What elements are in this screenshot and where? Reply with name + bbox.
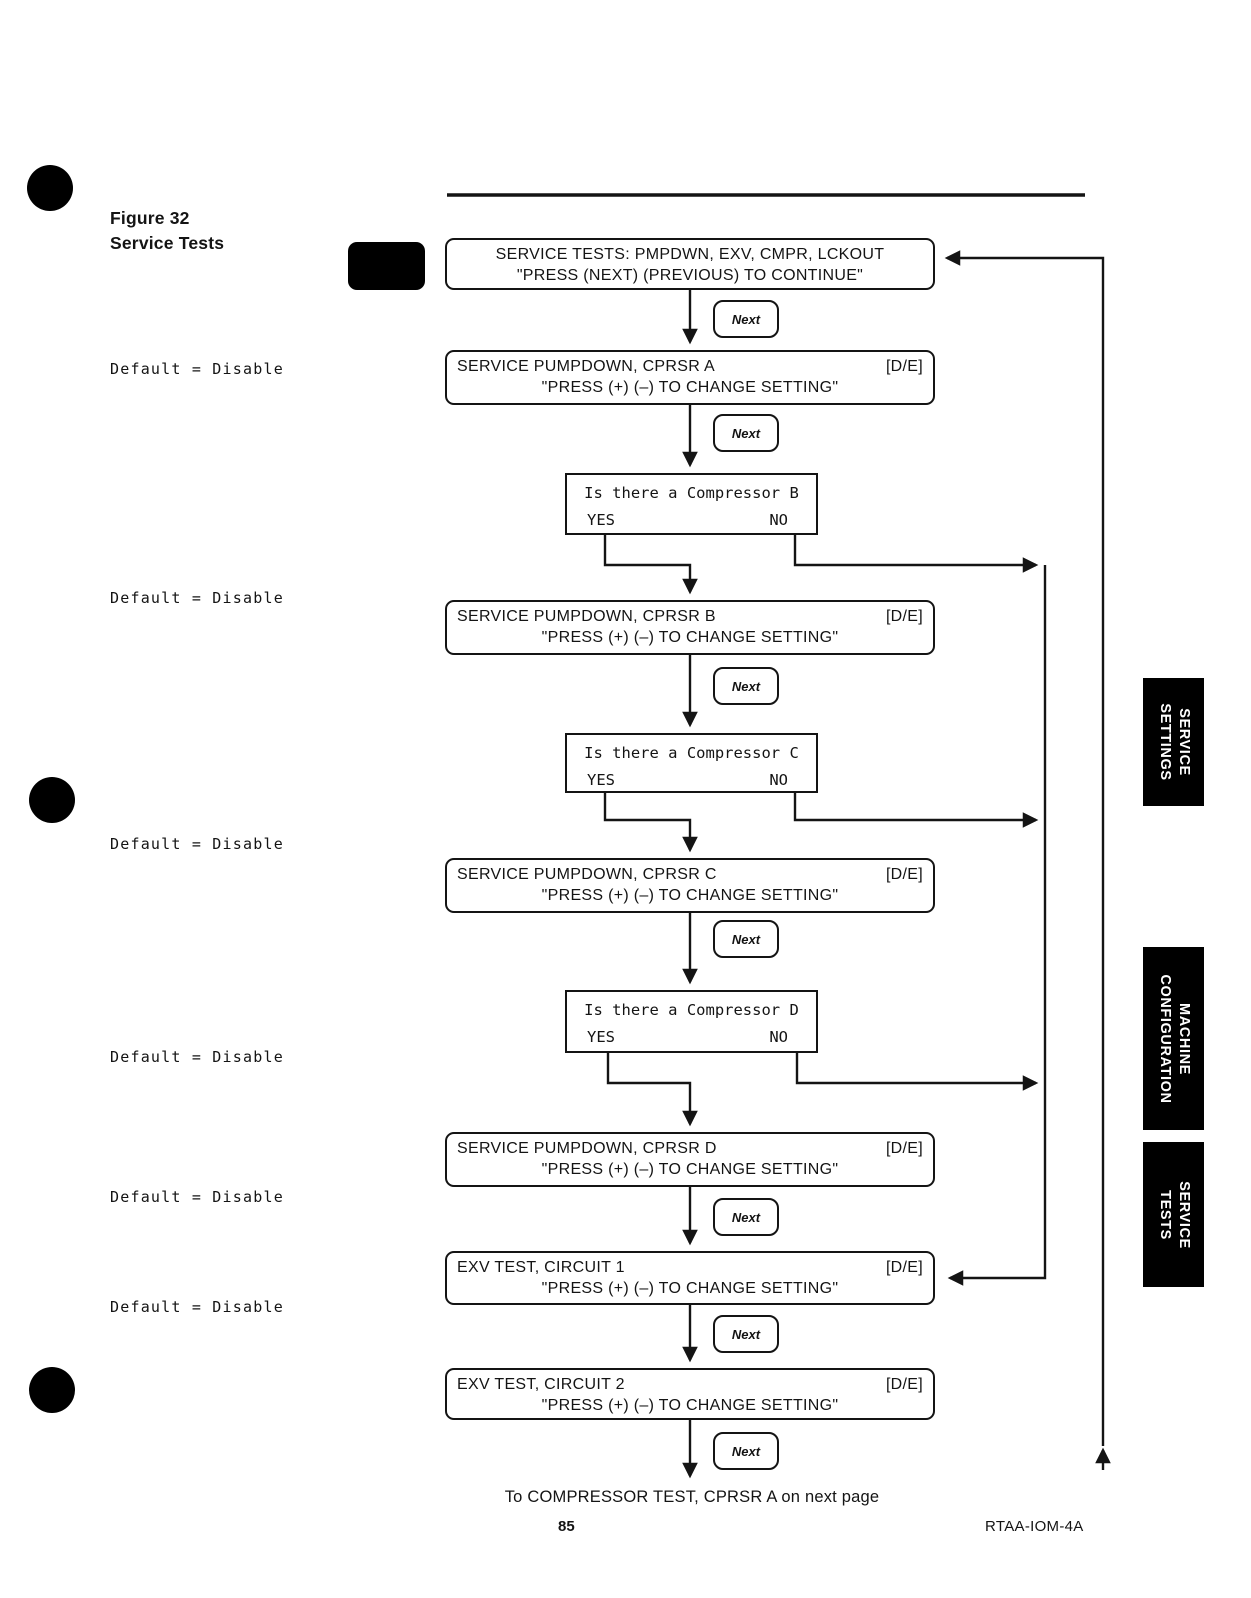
yes-branch-c: [605, 793, 690, 850]
flow-box-exv-test-2: [445, 1368, 935, 1420]
default-label-cprsr-b: Default = Disable: [110, 589, 284, 607]
default-label-exv-2: Default = Disable: [110, 1298, 284, 1316]
default-label-exv-1: Default = Disable: [110, 1188, 284, 1206]
document-number: RTAA-IOM-4A: [985, 1518, 1084, 1535]
next-button: Next: [713, 1315, 779, 1353]
decision-question: Is there a Compressor B: [584, 484, 799, 502]
yes-branch-d: [608, 1053, 690, 1124]
decision-compressor-b: [565, 473, 818, 535]
de-tag: [D/E]: [885, 608, 923, 625]
tab-machine-configuration: [1143, 947, 1204, 1130]
decision-question: Is there a Compressor C: [584, 744, 799, 762]
default-label-cprsr-c: Default = Disable: [110, 835, 284, 853]
yes-label: YES: [587, 1028, 615, 1046]
figure-number: Figure 32: [110, 208, 190, 228]
flow-box-pumpdown-a: [445, 350, 935, 405]
no-label: NO: [769, 1028, 788, 1046]
next-button: Next: [713, 1198, 779, 1236]
next-button: Next: [713, 414, 779, 452]
no-label: NO: [769, 511, 788, 529]
decision-compressor-d: [565, 990, 818, 1053]
page-number: 85: [558, 1518, 575, 1535]
box-title: SERVICE TESTS: PMPDWN, EXV, CMPR, LCKOUT: [495, 246, 885, 263]
tab-service-tests: [1143, 1142, 1204, 1287]
decision-question: Is there a Compressor D: [584, 1001, 799, 1019]
de-tag: [D/E]: [885, 1140, 923, 1157]
box-subtitle: "PRESS (+) (–) TO CHANGE SETTING": [541, 1161, 839, 1178]
display-icon: [348, 242, 425, 290]
flow-box-exv-test-1: [445, 1251, 935, 1305]
next-button: Next: [713, 667, 779, 705]
figure-title: Service Tests: [110, 232, 225, 253]
no-branch-d: [797, 1053, 1036, 1083]
tab-service-settings: [1143, 678, 1204, 806]
de-tag: [D/E]: [885, 866, 923, 883]
tab-label: SERVICE TESTS: [1156, 1180, 1192, 1249]
box-subtitle: "PRESS (+) (–) TO CHANGE SETTING": [541, 629, 839, 646]
default-label-cprsr-a: Default = Disable: [110, 360, 284, 378]
next-button: Next: [713, 920, 779, 958]
box-title: SERVICE PUMPDOWN, CPRSR D: [457, 1140, 717, 1157]
decision-compressor-c: [565, 733, 818, 793]
default-label-cprsr-d: Default = Disable: [110, 1048, 284, 1066]
flow-box-pumpdown-c: [445, 858, 935, 913]
de-tag: [D/E]: [885, 1376, 923, 1393]
no-label: NO: [769, 771, 788, 789]
flow-box-service-tests: [445, 238, 935, 290]
tab-label: MACHINE CONFIGURATION: [1156, 973, 1192, 1104]
collector-line: [950, 565, 1045, 1278]
box-subtitle: "PRESS (+) (–) TO CHANGE SETTING": [541, 1397, 839, 1414]
box-subtitle: "PRESS (+) (–) TO CHANGE SETTING": [541, 887, 839, 904]
next-button: Next: [713, 1432, 779, 1470]
flow-box-pumpdown-b: [445, 600, 935, 655]
yes-label: YES: [587, 511, 615, 529]
box-subtitle: "PRESS (NEXT) (PREVIOUS) TO CONTINUE": [516, 267, 864, 284]
de-tag: [D/E]: [885, 358, 923, 375]
flow-box-pumpdown-d: [445, 1132, 935, 1187]
continuation-caption: To COMPRESSOR TEST, CPRSR A on next page: [504, 1488, 880, 1506]
yes-label: YES: [587, 771, 615, 789]
box-subtitle: "PRESS (+) (–) TO CHANGE SETTING": [541, 1280, 839, 1297]
box-title: EXV TEST, CIRCUIT 2: [457, 1376, 625, 1393]
de-tag: [D/E]: [885, 1259, 923, 1276]
box-subtitle: "PRESS (+) (–) TO CHANGE SETTING": [541, 379, 839, 396]
no-branch-b: [795, 535, 1036, 565]
yes-branch-b: [605, 535, 690, 592]
box-title: SERVICE PUMPDOWN, CPRSR A: [457, 358, 715, 375]
box-title: SERVICE PUMPDOWN, CPRSR B: [457, 608, 716, 625]
return-line: [947, 258, 1103, 1446]
box-title: EXV TEST, CIRCUIT 1: [457, 1259, 625, 1276]
tab-label: SERVICE SETTINGS: [1156, 703, 1192, 781]
box-title: SERVICE PUMPDOWN, CPRSR C: [457, 866, 717, 883]
no-branch-c: [795, 793, 1036, 820]
next-button: Next: [713, 300, 779, 338]
